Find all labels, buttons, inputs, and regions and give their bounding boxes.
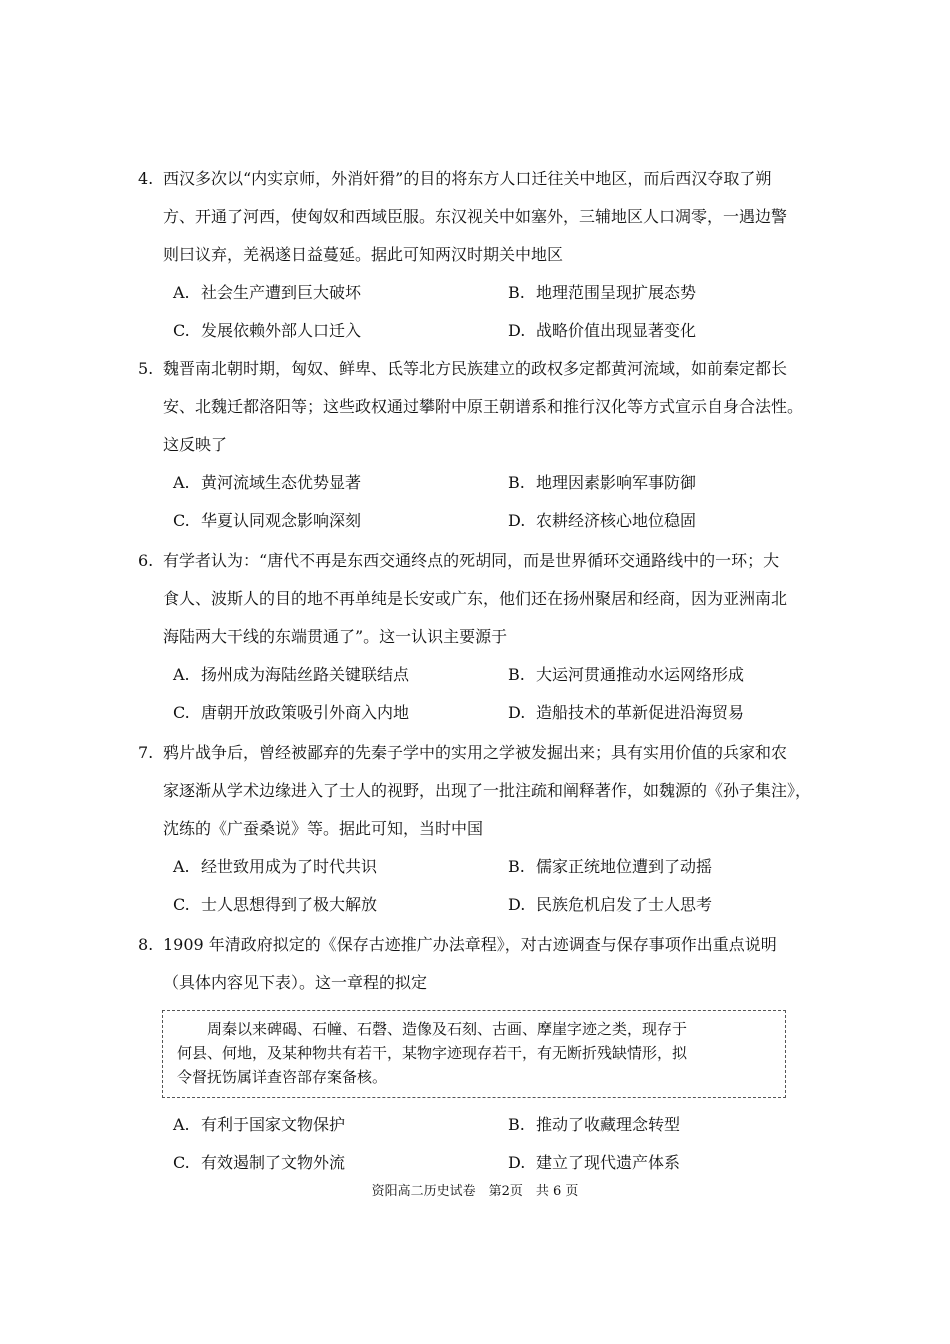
question-stem-line: 这反映了 xyxy=(163,435,228,454)
question-number: 4. xyxy=(138,169,154,188)
page-footer: 资阳高二历史试卷 第2页 共 6 页 xyxy=(371,1184,579,1199)
question-number: 6. xyxy=(138,551,154,570)
question-stem-line: 沈练的《广蚕桑说》等。据此可知，当时中国 xyxy=(163,819,484,838)
option-a: A. 经世致用成为了时代共识 xyxy=(173,857,378,876)
question-stem-line: 方、开通了河西，使匈奴和西域臣服。东汉视关中如塞外，三辅地区人口凋零，一遇边警 xyxy=(163,207,788,226)
option-b: B. 推动了收藏理念转型 xyxy=(508,1115,681,1134)
question-stem-line: （具体内容见下表）。这一章程的拟定 xyxy=(163,973,428,992)
option-d: D. 民族危机启发了士人思考 xyxy=(508,895,713,914)
source-quote-line: 令督抚饬属详查咨部存案备核。 xyxy=(177,1068,388,1086)
question-stem-line: 则曰议弃，羌祸遂日益蔓延。据此可知两汉时期关中地区 xyxy=(163,245,564,264)
option-c: C. 士人思想得到了极大解放 xyxy=(173,895,378,914)
question-stem-line: 魏晋南北朝时期，匈奴、鲜卑、氐等北方民族建立的政权多定都黄河流域，如前秦定都长 xyxy=(163,359,788,378)
option-c: C. 发展依赖外部人口迁入 xyxy=(173,321,362,340)
question-stem-line: 家逐渐从学术边缘进入了士人的视野，出现了一批注疏和阐释著作，如魏源的《孙子集注》， xyxy=(163,781,812,800)
option-b: B. 儒家正统地位遭到了动摇 xyxy=(508,857,713,876)
option-b: B. 地理范围呈现扩展态势 xyxy=(508,283,697,302)
question-stem-line: 海陆两大干线的东端贯通了”。这一认识主要源于 xyxy=(163,627,508,646)
option-c: C. 有效遏制了文物外流 xyxy=(173,1153,346,1172)
question-number: 8. xyxy=(138,935,154,954)
option-a: A. 黄河流域生态优势显著 xyxy=(173,473,362,492)
option-d: D. 战略价值出现显著变化 xyxy=(508,321,697,340)
option-a: A. 社会生产遭到巨大破坏 xyxy=(173,283,362,302)
question-number: 7. xyxy=(138,743,154,762)
question-stem-line: 1909 年清政府拟定的《保存古迹推广办法章程》，对古迹调查与保存事项作出重点说明 xyxy=(163,935,777,954)
option-c: C. 华夏认同观念影响深刻 xyxy=(173,511,362,530)
option-d: D. 建立了现代遗产体系 xyxy=(508,1153,681,1172)
option-b: B. 大运河贯通推动水运网络形成 xyxy=(508,665,745,684)
option-c: C. 唐朝开放政策吸引外商入内地 xyxy=(173,703,410,722)
option-d: D. 农耕经济核心地位稳固 xyxy=(508,511,697,530)
question-stem-line: 鸦片战争后，曾经被鄙弃的先秦子学中的实用之学被发掘出来；具有实用价值的兵家和农 xyxy=(163,743,788,762)
question-stem-line: 安、北魏迁都洛阳等；这些政权通过攀附中原王朝谱系和推行汉化等方式宣示自身合法性。 xyxy=(163,397,804,416)
option-d: D. 造船技术的革新促进沿海贸易 xyxy=(508,703,745,722)
question-stem-line: 西汉多次以“内实京师，外消奸猾”的目的将东方人口迁往关中地区，而后西汉夺取了朔 xyxy=(163,169,772,188)
question-stem-line: 有学者认为：“唐代不再是东西交通终点的死胡同，而是世界循环交通路线中的一环；大 xyxy=(163,551,780,570)
option-a: A. 有利于国家文物保护 xyxy=(173,1115,346,1134)
question-stem-line: 食人、波斯人的目的地不再单纯是长安或广东，他们还在扬州聚居和经商，因为亚洲南北 xyxy=(163,589,788,608)
option-b: B. 地理因素影响军事防御 xyxy=(508,473,697,492)
source-quote-line: 周秦以来碑碣、石幢、石磬、造像及石刻、古画、摩崖字迹之类，现存于 xyxy=(177,1020,688,1038)
option-a: A. 扬州成为海陆丝路关键联结点 xyxy=(173,665,410,684)
source-quote-line: 何县、何地，及某种物共有若干，某物字迹现存若干，有无断折残缺情形，拟 xyxy=(177,1044,688,1062)
question-number: 5. xyxy=(138,359,154,378)
